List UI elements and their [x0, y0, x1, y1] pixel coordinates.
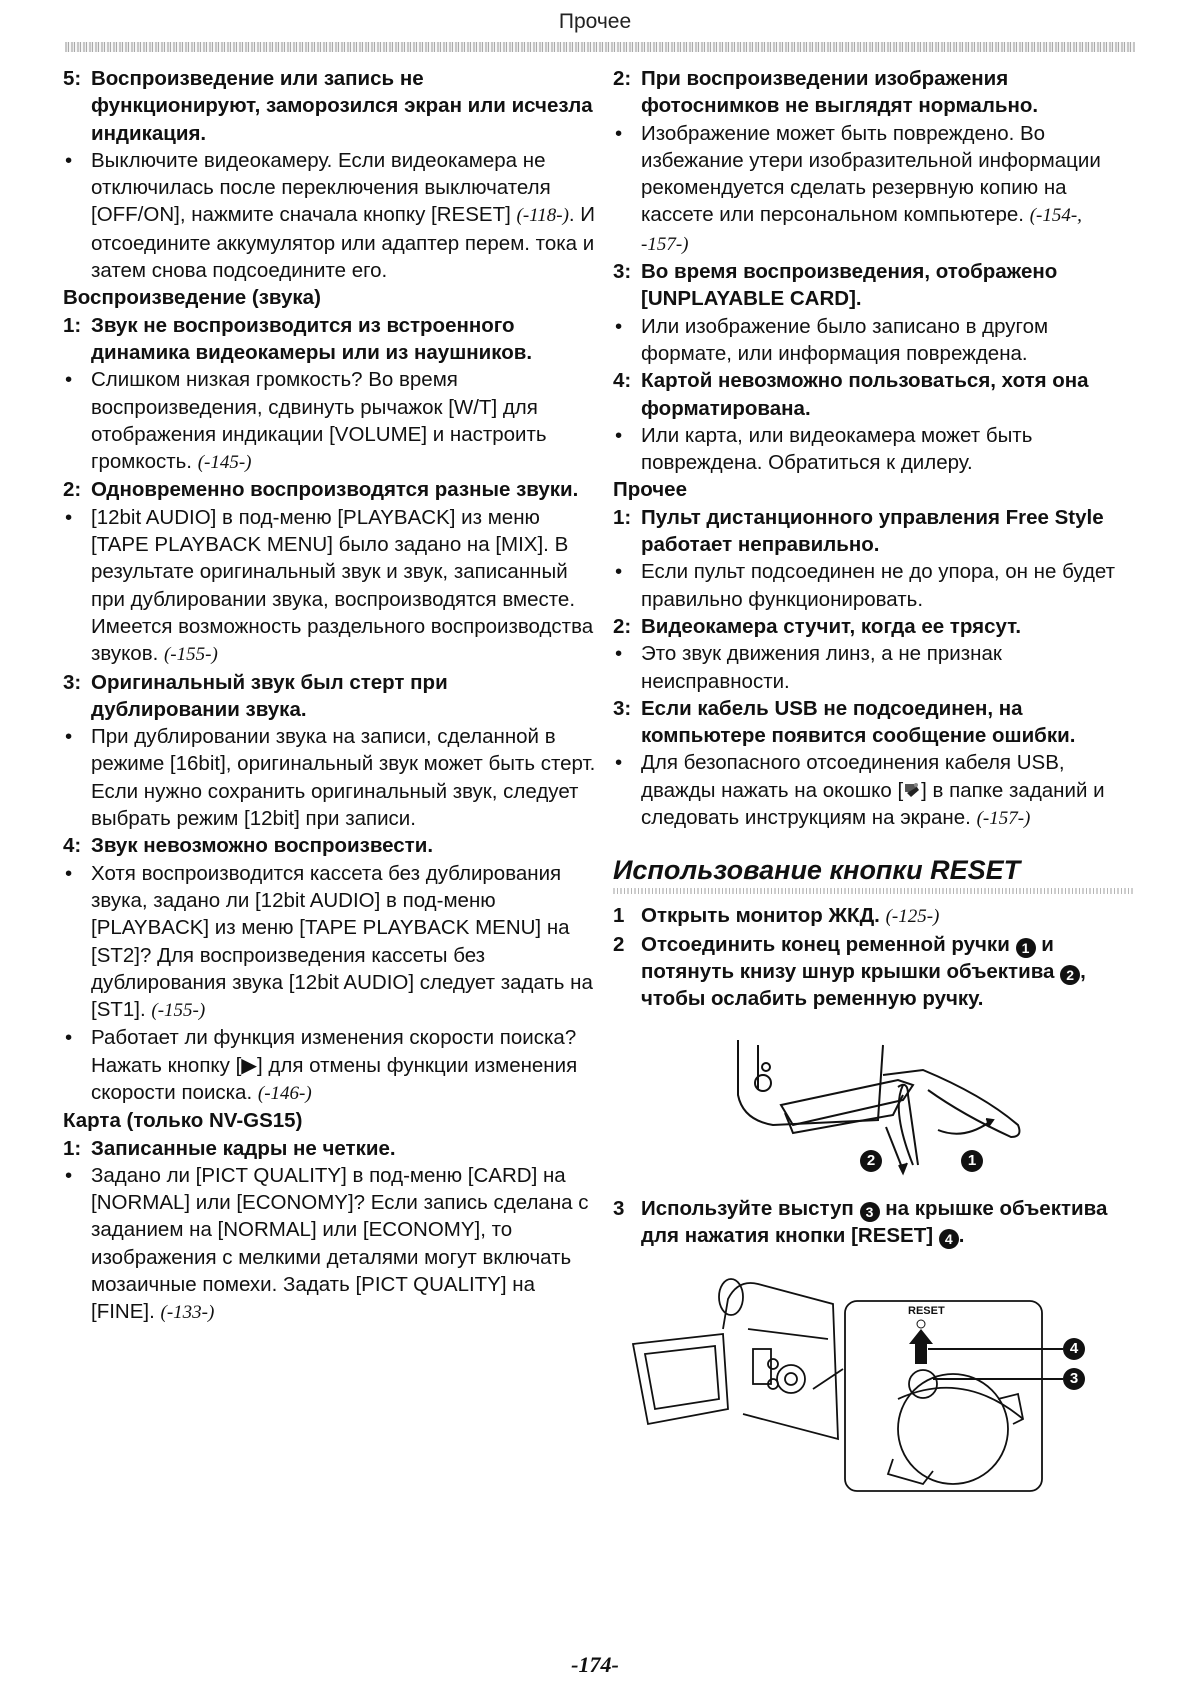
bullet-icon: • [65, 1026, 73, 1050]
solution-text: Это звук движения линз, а не признак неисправности. [641, 642, 1002, 693]
solution-text: Хотя воспроизводится кассета без дублирования звука, задано ли [12bit AUDIO] в под-меню [PLAYBACK] из меню [TAPE PLAYBACK MENU] на [ST2]? Для воспроизведения кассеты без дублирования звука [12bit AUDIO] следует задать на [ST1]. [91, 861, 593, 1022]
bullet-icon: • [615, 314, 623, 338]
page-reference: (-145-) [197, 452, 252, 474]
page-number: -174- [571, 1652, 619, 1677]
callout-marker-3: 3 [860, 1202, 880, 1222]
solution-text: Для безопасного отсоединения кабеля USB, дважды нажать на окошко [ [641, 751, 1065, 802]
problem-number: 5: [63, 67, 82, 90]
problem-heading [63, 669, 598, 724]
solution-bullet [63, 1024, 598, 1107]
solution-text: ] в папке заданий и следовать инструкциям на экране. [641, 778, 1105, 830]
page-reference: (-154-, -157-) [641, 205, 1082, 255]
right-column [613, 65, 1133, 1499]
problem-number: 4: [63, 834, 82, 858]
problem-heading [613, 367, 1133, 422]
problem-title: Записанные кадры не четкие. [91, 1136, 396, 1160]
solution-bullet [63, 147, 598, 284]
problem-number: 1: [63, 313, 82, 337]
step-text: . [958, 1223, 965, 1247]
solution-bullet [613, 749, 1133, 832]
reset-section-divider [613, 888, 1133, 894]
solution-text: Выключите видеокамеру. Если видеокамера не отключилась после переключения выключателя [OFF/ON], нажмите сначала кнопку [RESET] [91, 148, 551, 227]
problem-heading [63, 476, 598, 503]
problem-number: 3: [613, 260, 632, 284]
bullet-icon: • [65, 1163, 73, 1187]
step-text: Отсоединить конец ременной ручки [641, 932, 1010, 956]
bullet-icon: • [615, 642, 623, 666]
solution-text: [12bit AUDIO] в под-меню [PLAYBACK] из меню [TAPE PLAYBACK MENU] было задано на [MIX]. В результате оригинальный звук и звук, записанный при дублировании звука, воспроизводятся вместе. Имеется возможность раздельного воспроизводства звуков. [91, 505, 594, 666]
callout-marker-4: 4 [1063, 1338, 1085, 1360]
page-reference: (-118-) [516, 205, 569, 227]
step-text: , чтобы ослабить ременную ручку. [641, 959, 1086, 1011]
problem-heading [63, 1135, 598, 1162]
reset-label: RESET [908, 1305, 945, 1318]
solution-bullet [63, 1162, 598, 1327]
solution-bullet [63, 860, 598, 1025]
step-number: 1 [613, 904, 625, 928]
step-number: 3 [613, 1196, 625, 1220]
problem-title: Звук невозможно воспроизвести. [91, 834, 434, 858]
problem-title: Видеокамера стучит, когда ее трясут. [641, 614, 1022, 638]
section-heading-other: Прочее [613, 478, 687, 502]
page-reference: (-125-) [885, 906, 940, 928]
section-heading-sound: Воспроизведение (звука) [63, 286, 321, 310]
instruction-step [613, 902, 1133, 930]
page-reference: (-155-) [151, 1000, 206, 1022]
problem-title: Оригинальный звук был стерт при дублировании звука. [91, 670, 448, 721]
solution-text: Или изображение было записано в другом формате, или информация повреждена. [641, 314, 1049, 365]
callout-marker-3: 3 [1063, 1368, 1085, 1390]
left-column [63, 65, 598, 1327]
bullet-icon: • [615, 751, 623, 775]
page-reference: (-146-) [257, 1082, 312, 1104]
solution-text: При дублировании звука на записи, сделанной в режиме [16bit], оригинальный звук может быть стерт. Если нужно сохранить оригинальный звук, следует выбрать режим [12bit] при записи. [91, 725, 596, 831]
problem-title: Одновременно воспроизводятся разные звуки. [91, 478, 579, 502]
step-text: Открыть монитор ЖКД. [641, 904, 880, 928]
callout-marker-4: 4 [939, 1229, 959, 1249]
problem-title: Воспроизведение или запись не функционируют, заморозился экран или исчезла индикация. [91, 67, 593, 145]
page-header-title: Прочее [558, 10, 632, 33]
solution-bullet [63, 504, 598, 669]
bullet-icon: • [615, 560, 623, 584]
problem-title: Картой невозможно пользоваться, хотя она форматирована. [641, 369, 1089, 420]
callout-marker-2: 2 [860, 1150, 882, 1172]
solution-bullet [613, 313, 1133, 368]
problem-number: 2: [63, 478, 82, 502]
page-reference: (-133-) [160, 1302, 215, 1324]
problem-heading [613, 613, 1133, 640]
page-reference: (-157-) [976, 808, 1031, 830]
solution-text: Работает ли функция изменения скорости поиска? Нажать кнопку [▶] для отмены функции изменения скорости поиска. [91, 1026, 578, 1104]
problem-number: 2: [613, 614, 632, 638]
bullet-icon: • [65, 368, 73, 392]
problem-title: При воспроизведении изображения фотоснимков не выглядят нормально. [641, 67, 1039, 118]
problem-heading [613, 258, 1133, 313]
step-text: и потянуть книзу шнур крышки объектива [641, 932, 1055, 983]
solution-text: Если пульт подсоединен не до упора, он не будет правильно функционировать. [641, 560, 1116, 611]
solution-text: . И отсоедините аккумулятор или адаптер перем. тока и затем снова подсоедините его. [91, 203, 596, 283]
problem-number: 3: [63, 670, 82, 694]
solution-text: Задано ли [PICT QUALITY] в под-меню [CARD] на [NORMAL] или [ECONOMY]? Если запись сделана с заданием на [NORMAL] или [ECONOMY], то изображения с мелкими деталями могут включать мозаичные помехи. Задать [PICT QUALITY] на [FINE]. [91, 1163, 589, 1324]
solution-bullet [613, 640, 1133, 695]
bullet-icon: • [65, 725, 73, 749]
problem-heading [613, 695, 1133, 750]
solution-bullet [63, 366, 598, 476]
page-reference: (-155-) [163, 644, 218, 666]
safely-remove-hardware-icon [903, 781, 921, 799]
solution-bullet [613, 422, 1133, 477]
problem-heading [613, 65, 1133, 120]
solution-text: Или карта, или видеокамера может быть повреждена. Обратиться к дилеру. [641, 423, 1033, 475]
callout-marker-1: 1 [1016, 938, 1036, 958]
step-number: 2 [613, 932, 625, 956]
bullet-icon: • [65, 861, 73, 885]
problem-number: 4: [613, 369, 632, 393]
bullet-icon: • [65, 148, 73, 172]
reset-button-illustration [623, 1259, 1083, 1499]
problem-title: Звук не воспроизводится из встроенного динамика видеокамеры или из наушников. [91, 313, 533, 364]
problem-heading [63, 65, 598, 147]
reset-section-title: Использование кнопки RESET [613, 855, 1021, 886]
bullet-icon: • [65, 505, 73, 529]
solution-text: Изображение может быть повреждено. Во избежание утери изобразительной информации рекомендуется сделать резервную копию на кассете или персональном компьютере. [641, 121, 1101, 227]
solution-text: Слишком низкая громкость? Во время воспроизведения, сдвинуть рычажок [W/T] для отображения индикации [VOLUME] и настроить громкость. [91, 368, 547, 474]
solution-bullet [613, 120, 1133, 258]
problem-heading [613, 504, 1133, 559]
problem-title: Во время воспроизведения, отображено [UNPLAYABLE CARD]. [641, 260, 1058, 311]
problem-number: 1: [613, 505, 632, 529]
step-text: на крышке объектива для нажатия кнопки [RESET] [641, 1196, 1108, 1247]
problem-number: 1: [63, 1136, 82, 1160]
problem-number: 3: [613, 696, 632, 720]
instruction-step [613, 931, 1133, 1013]
section-heading-card: Карта (только NV-GS15) [63, 1109, 303, 1133]
step-text: Используйте выступ [641, 1196, 854, 1220]
problem-heading [63, 832, 598, 859]
problem-heading [63, 312, 598, 367]
header-divider [65, 42, 1135, 52]
solution-bullet [63, 723, 598, 832]
problem-title: Пульт дистанционного управления Free Style работает неправильно. [641, 505, 1104, 557]
callout-marker-2: 2 [1060, 965, 1080, 985]
problem-title: Если кабель USB не подсоединен, на компьютере появится сообщение ошибки. [641, 696, 1076, 748]
callout-marker-1: 1 [961, 1150, 983, 1172]
bullet-icon: • [615, 121, 623, 145]
camcorder-reset-drawing [623, 1259, 1083, 1499]
solution-bullet [613, 558, 1133, 613]
instruction-step [613, 1195, 1133, 1250]
grip-belt-illustration [703, 1025, 1043, 1185]
problem-number: 2: [613, 67, 632, 90]
bullet-icon: • [615, 423, 623, 447]
